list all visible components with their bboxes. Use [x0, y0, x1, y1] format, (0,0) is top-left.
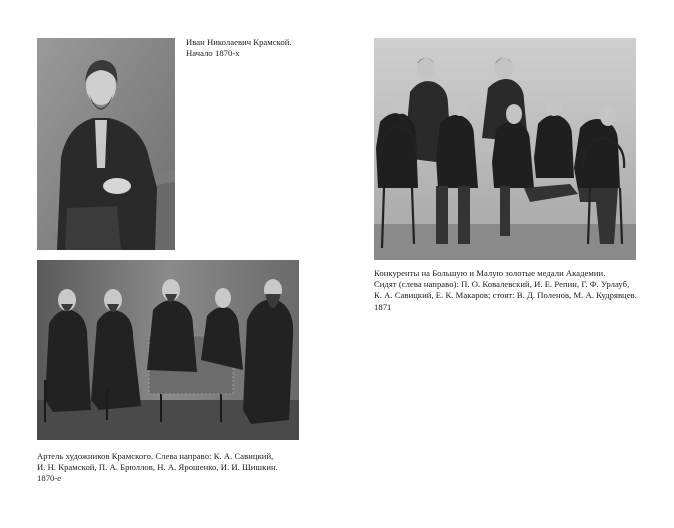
- group-photo-image: [37, 260, 299, 440]
- caption-line: Конкуренты на Большую и Малую золотые медали Академии.: [374, 268, 606, 278]
- caption-line: 1870-е: [37, 473, 62, 484]
- portrait-caption: [186, 37, 292, 59]
- caption-line: Артель художников Крамского. Слева направо: К. А. Савицкий,: [37, 451, 274, 461]
- competitors-caption: [374, 268, 637, 313]
- caption-line: Начало 1870-х: [186, 48, 240, 59]
- group-photo-caption: [37, 451, 278, 485]
- caption-line: Сидят (слева направо): П. О. Ковалевский, И. Е. Репин, Г. Ф. Урлауб,: [374, 279, 630, 290]
- competitors-photo-image: [374, 38, 636, 260]
- caption-line: Иван Николаевич Крамской.: [186, 37, 292, 47]
- caption-line: И. Н. Крамской, П. А. Брюллов, Н. А. Ярошенко, И. И. Шишкин.: [37, 462, 278, 473]
- group-photo-competitors: [374, 38, 636, 260]
- portrait-photo-image: [37, 38, 175, 250]
- caption-line: 1871: [374, 301, 392, 312]
- caption-line: К. А. Савицкий, Е. К. Макаров; стоят: В. Д. Поленов, М. А. Кудрявцев.: [374, 290, 637, 301]
- portrait-photo-kramskoy: [37, 38, 175, 250]
- group-photo-artel: [37, 260, 299, 440]
